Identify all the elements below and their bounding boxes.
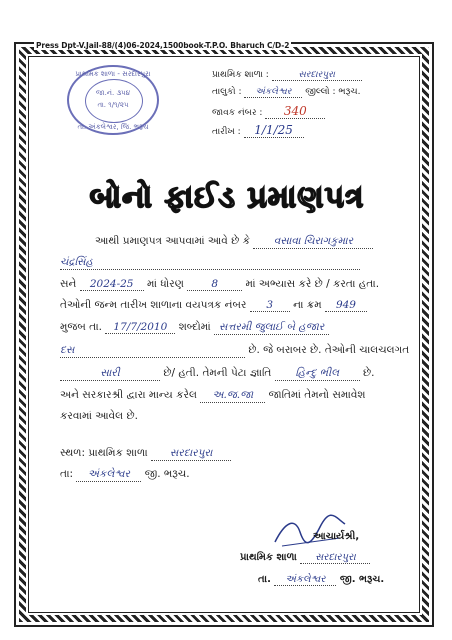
sign-ta-label: તા. <box>258 574 271 585</box>
l7-b: છે. <box>363 367 375 379</box>
sub-caste: હિન્દુ ભીલ <box>275 367 360 381</box>
body-line-7 <box>60 367 375 381</box>
standard: 8 <box>187 278 242 291</box>
student-name-2: ચંદ્રસિંહ <box>60 256 360 270</box>
intro-text: આથી પ્રમાણપત્ર આપવામાં આવે છે કે <box>95 235 251 247</box>
l9: કરવામાં આવેલ છે. <box>60 410 138 422</box>
taluka-field <box>212 87 360 98</box>
dob-in-words-2: દસ <box>60 344 245 358</box>
l7-a: છે/ હતી. તેમની પેટા જ્ઞાતિ <box>163 367 272 379</box>
date-of-birth: 17/7/2010 <box>105 321 175 334</box>
l8-a: અને સરકારશ્રી દ્વારા માન્ય કરેલ <box>60 389 197 401</box>
place-label: સ્થળ: પ્રાથમિક શાળા <box>60 447 148 459</box>
stamp-line-2: જા.નં. ૩૫૪ <box>95 89 131 97</box>
footer-ta-label: તા: <box>60 468 74 480</box>
l5-b: શબ્દોમાં <box>178 321 211 333</box>
outward-field <box>212 104 325 119</box>
body-line-9 <box>60 410 138 423</box>
sign-school-label: પ્રાથમિક શાળા <box>240 552 297 563</box>
l5-a: મુજબ તા. <box>60 321 102 333</box>
outward-label: જાવક નંબર : <box>212 108 263 118</box>
footer-taluka-field <box>60 468 190 482</box>
register-number: 3 <box>250 299 290 312</box>
school-value: સરદારપુરા <box>272 70 362 81</box>
footer-dist: જી. ભરૂચ. <box>144 468 190 480</box>
principal-title: આચાર્યશ્રી, <box>313 531 360 542</box>
serial-number: 949 <box>325 299 367 312</box>
l8-b: જાતિમાં તેમનો સમાવેશ <box>268 389 366 401</box>
stamp-line-4: તા. અંકલેશ્વર, જિ. ભરૂચ <box>77 123 149 131</box>
stamp-line-1: પ્રાથમિક શાળા - સરદારપુરા <box>75 70 151 78</box>
dob-in-words: સત્તરમી જુલાઈ બે હજાર <box>214 321 329 335</box>
body-line-5 <box>60 321 329 335</box>
school-seal-stamp <box>67 65 159 135</box>
l4-a: તેઓની જન્મ તારીખ શાળાના વયપત્રક નંબર <box>60 299 247 311</box>
l3-a: સને <box>60 278 77 290</box>
school-field <box>212 70 362 81</box>
l3-b: માં ધોરણ <box>147 278 184 290</box>
date-value: 1/1/25 <box>244 123 304 138</box>
l4-b: ના ક્રમ <box>293 299 322 311</box>
sign-school-field <box>240 552 370 564</box>
place-field <box>60 447 231 461</box>
l3-c: માં અભ્યાસ કરે છે / કરતા હતા. <box>245 278 380 290</box>
taluka-value: અંકલેશ્વર <box>244 87 302 98</box>
academic-year: 2024-25 <box>80 278 144 291</box>
press-line: Press Dpt-V.Jail-88/(4)06-2024,1500book-T.P.O. Bharuch C/D-2 <box>36 41 290 50</box>
l6-b: છે. જે બરાબર છે. તેઓની ચાલચલગત <box>248 344 410 356</box>
sign-dist: જી. ભરૂચ. <box>339 574 385 585</box>
stamp-line-3: તા. ૧/૧/૨૫ <box>97 101 129 109</box>
certificate-title: બોનો ફાઈડ પ્રમાણપત્ર <box>89 180 365 215</box>
conduct: સારી <box>60 367 160 381</box>
school-label: પ્રાથમિક શાળા : <box>212 70 269 80</box>
sign-school-value: સરદારપુરા <box>300 552 370 564</box>
body-line-3 <box>60 278 379 291</box>
district-label: જીલ્લો : ભરૂચ. <box>305 87 361 97</box>
date-label: તારીખ : <box>212 127 241 137</box>
sign-ta-value: અંકલેશ્વર <box>274 574 336 586</box>
footer-ta-value: અંકલેશ્વર <box>76 468 141 482</box>
place-value: સરદારપુરા <box>151 447 231 461</box>
taluka-label: તાલુકો : <box>212 87 242 97</box>
student-name: વસાવા ચિરાગકુમાર <box>253 235 373 249</box>
caste-category: અ.જ.જા <box>200 389 265 403</box>
body-line-8 <box>60 389 366 403</box>
body-line-4 <box>60 299 367 312</box>
sign-taluka-field <box>258 574 384 586</box>
date-field <box>212 123 304 138</box>
body-line-1 <box>95 235 373 249</box>
body-line-6 <box>60 344 409 358</box>
outward-value: 340 <box>265 104 325 119</box>
body-line-2 <box>60 256 360 270</box>
